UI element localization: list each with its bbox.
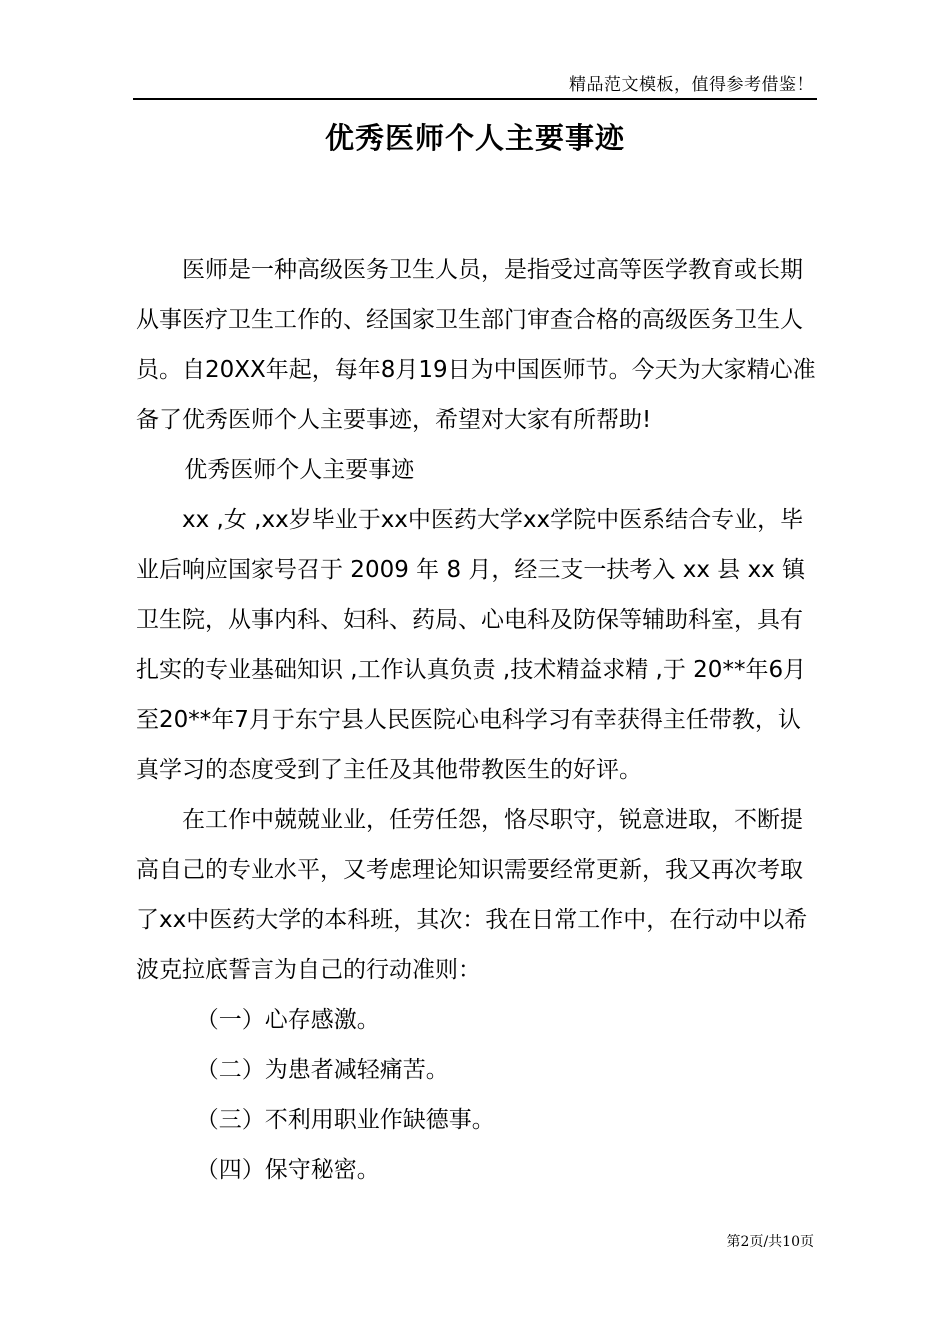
header-divider [133, 98, 817, 100]
document-body [136, 245, 818, 1195]
page-header-text: 精品范文模板，值得参考借鉴！ [569, 75, 814, 95]
principle-item-3: （三）不利用职业作缺德事。 [195, 1107, 495, 1133]
work-paragraph: 在工作中兢兢业业，任劳任怨，恪尽职守，锐意进取，不断提高自己的专业水平，又考虑理论知识需要经常更新，我又再次考取了xx中医药大学的本科班，其次：我在日常工作中，在行动中以希波克拉底誓言为自己的行动准则： [136, 807, 808, 983]
principle-item-2: （二）为患者减轻痛苦。 [195, 1057, 449, 1083]
principle-item-4: （四）保守秘密。 [195, 1157, 380, 1183]
intro-paragraph: 医师是一种高级医务卫生人员，是指受过高等医学教育或长期从事医疗卫生工作的、经国家卫生部门审查合格的高级医务卫生人员。自20XX年起，每年8月19日为中国医师节。今天为大家精心准备了优秀医师个人主要事迹，希望对大家有所帮助! [136, 257, 816, 433]
page-number: 第2页/共10页 [726, 1234, 814, 1250]
document-title: 优秀医师个人主要事迹 [324, 121, 625, 155]
profile-paragraph: xx ,女 ,xx岁毕业于xx中医药大学xx学院中医系结合专业，毕业后响应国家号召于 2009 年 8 月，经三支一扶考入 xx 县 xx 镇卫生院，从事内科、妇科、药局、心电科及防保等辅助科室，具有扎实的专业基础知识 ,工作认真负责 ,技术精益求精 ,于 20**年6月至20**年7月于东宁县人民医院心电科学习有幸获得主任带教，认真学习的态度受到了主任及其他带教医生的好评。 [136, 507, 807, 783]
section-heading: 优秀医师个人主要事迹 [184, 457, 415, 483]
principle-item-1: （一）心存感激。 [195, 1007, 380, 1033]
